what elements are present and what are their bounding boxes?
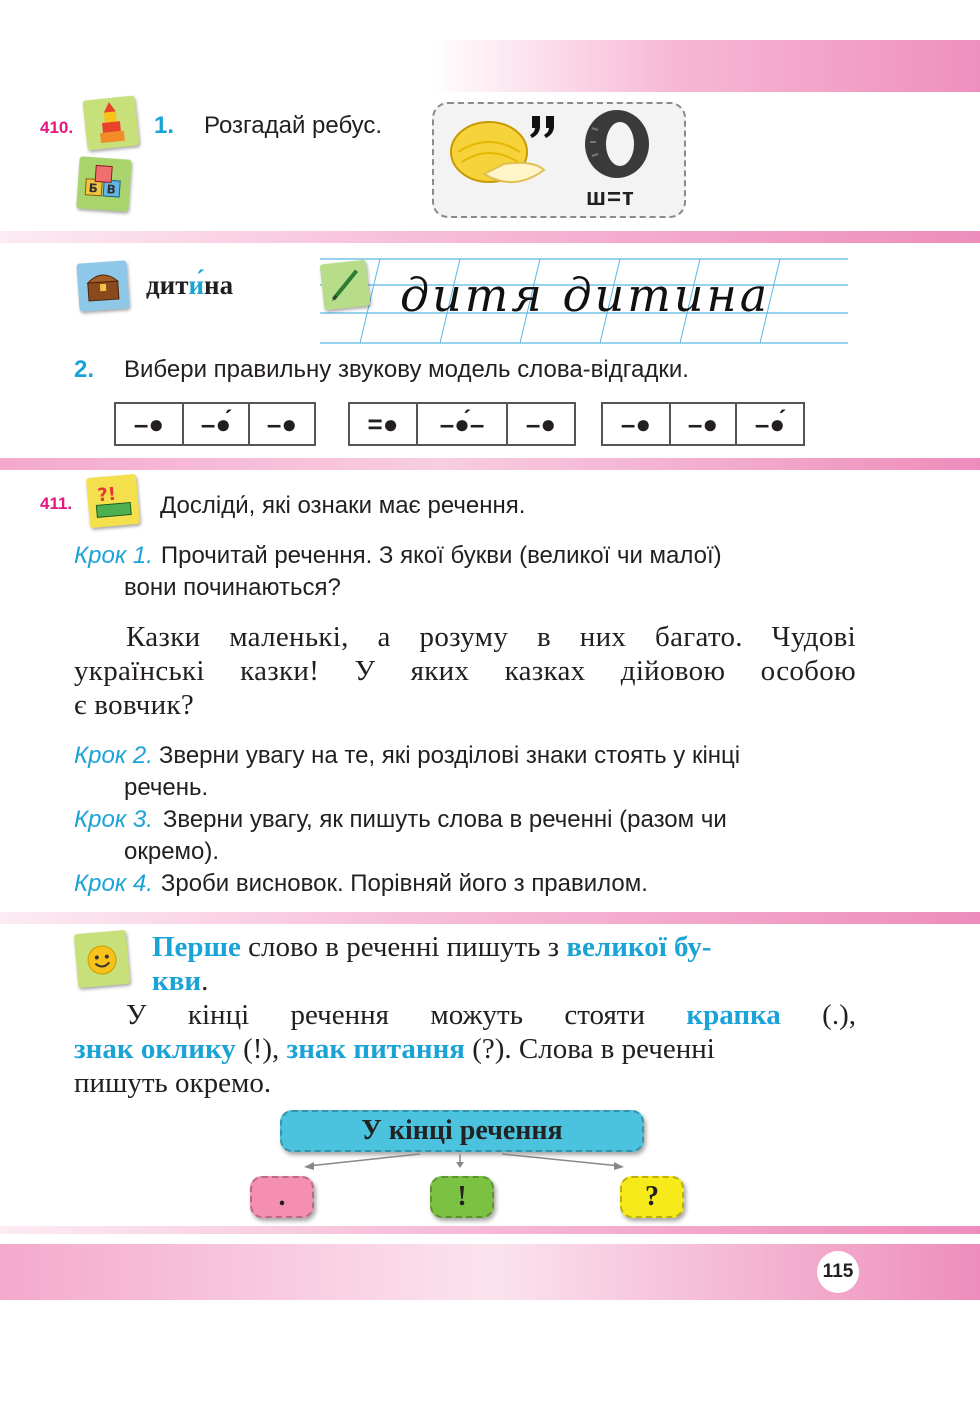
rebus-formula: ш=т	[586, 184, 635, 211]
question-book-icon	[86, 474, 140, 528]
sound-cell: –●́	[184, 404, 250, 444]
period-card: .	[250, 1176, 314, 1218]
page-number: 115	[817, 1251, 859, 1293]
pencil-icon	[320, 260, 371, 311]
letter-blocks-icon	[76, 156, 132, 212]
diagram-title: У кінці речення	[280, 1110, 644, 1152]
step-label: Крок 2.	[74, 742, 153, 769]
sound-cell: –●	[116, 404, 184, 444]
sound-model-2[interactable]	[348, 402, 576, 446]
step-3: Крок 3. Зверни увагу, як пишуть слова в реченні (разом чи окремо).	[74, 806, 727, 865]
question-card: ?	[620, 1176, 684, 1218]
rule-text: Перше слово в реченні пишуть з великої бу- кви.	[152, 931, 712, 997]
pyramid-icon	[83, 95, 140, 150]
smiley-icon	[74, 930, 131, 988]
comma-marks-icon	[526, 112, 560, 142]
sound-model-1[interactable]	[114, 402, 316, 446]
reading-passage: Казки маленькі, а розуму в них багато. Чудові українські казки! У яких казках дійовою особою є вовчик?	[74, 621, 856, 721]
rebus-card	[432, 102, 686, 218]
step-2: Крок 2. Зверни увагу на те, які розділові знаки стоять у кінці речень.	[74, 742, 741, 801]
divider-strip	[0, 231, 980, 243]
task-instruction: Вибери правильну звукову модель слова-відгадки.	[124, 356, 689, 383]
step-label: Крок 3.	[74, 806, 153, 833]
divider-strip	[0, 458, 980, 470]
task-number: 1.	[154, 112, 175, 139]
sound-cell: –●	[525, 408, 557, 439]
sound-cell: –●	[671, 404, 737, 444]
sound-cell: =●	[350, 404, 418, 444]
svg-text:?!: ?!	[96, 483, 117, 507]
task-instruction: Розгадай ребус.	[204, 112, 383, 139]
header-band	[430, 40, 980, 92]
svg-text:В: В	[106, 182, 117, 197]
exclamation-card: !	[430, 1176, 494, 1218]
sound-model-3[interactable]	[601, 402, 805, 446]
tire-icon	[582, 108, 652, 180]
svg-text:Б: Б	[88, 180, 99, 196]
task-instruction: Досліди́, які ознаки має речення.	[160, 492, 526, 519]
step-4: Крок 4. Зроби висновок. Порівняй його з правилом.	[74, 868, 856, 900]
sound-cell: –●	[603, 404, 671, 444]
step-1: Крок 1. Прочитай речення. З якої букви (великої чи малої) вони починаються?	[74, 542, 722, 601]
divider-strip	[0, 912, 980, 924]
cursive-sample: дитя дитина	[400, 268, 771, 322]
treasure-chest-icon	[76, 260, 129, 311]
task-number: 2.	[74, 356, 95, 383]
sound-cell: –●	[266, 408, 298, 439]
exercise-number: 411.	[40, 494, 73, 513]
rule-text-cont: У кінці речення можуть стояти крапка (.), знак оклику (!), знак питання (?). Слова в реченні пишуть окремо.	[74, 999, 856, 1099]
sound-cell: –●́–	[418, 404, 508, 444]
step-label: Крок 4.	[74, 870, 153, 897]
step-label: Крок 1.	[74, 542, 153, 569]
vocab-word: дити́на	[146, 270, 234, 300]
divider-strip	[0, 1226, 980, 1234]
exercise-number: 410.	[40, 118, 74, 137]
sound-cell: –●́	[754, 408, 786, 439]
